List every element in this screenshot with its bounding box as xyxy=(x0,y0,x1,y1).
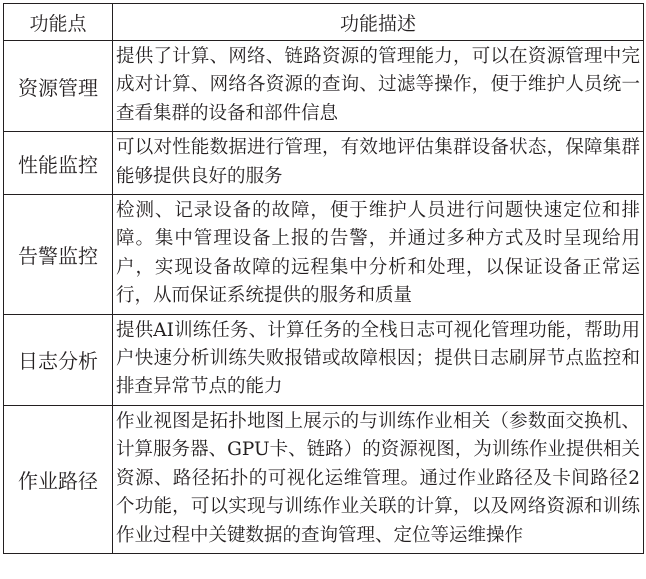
header-feature-description: 功能描述 xyxy=(113,4,644,41)
feature-point: 性能监控 xyxy=(4,132,113,195)
feature-point: 作业路径 xyxy=(4,405,113,553)
table-row xyxy=(4,132,644,195)
feature-description: 可以对性能数据进行管理，有效地评估集群设备状态，保障集群能够提供良好的服务 xyxy=(113,132,644,195)
feature-description: 作业视图是拓扑地图上展示的与训练作业相关（参数面交换机、计算服务器、GPU卡、链路）的资源视图，为训练作业提供相关资源、路径拓扑的可视化运维管理。通过作业路径及卡间路径2个功能，可以实现与训练作业关联的计算，以及网络资源和训练作业过程中关键数据的查询管理、定位等运维操作 xyxy=(113,405,644,553)
feature-point: 日志分析 xyxy=(4,314,113,405)
feature-description: 提供了计算、网络、链路资源的管理能力，可以在资源管理中完成对计算、网络各资源的查询、过滤等操作，便于维护人员统一查看集群的设备和部件信息 xyxy=(113,41,644,132)
table-row xyxy=(4,405,644,553)
feature-point: 告警监控 xyxy=(4,195,113,315)
table-header-row xyxy=(4,4,644,41)
table-row xyxy=(4,195,644,315)
table-row xyxy=(4,41,644,132)
table-row xyxy=(4,314,644,405)
feature-description: 检测、记录设备的故障，便于维护人员进行问题快速定位和排障。集中管理设备上报的告警，并通过多种方式及时呈现给用户，实现设备故障的远程集中分析和处理，以保证设备正常运行，从而保证系统提供的服务和质量 xyxy=(113,195,644,315)
feature-description: 提供AI训练任务、计算任务的全栈日志可视化管理功能，帮助用户快速分析训练失败报错或故障根因；提供日志刷屏节点监控和排查异常节点的能力 xyxy=(113,314,644,405)
feature-table xyxy=(3,3,644,554)
header-feature-point: 功能点 xyxy=(4,4,113,41)
feature-point: 资源管理 xyxy=(4,41,113,132)
